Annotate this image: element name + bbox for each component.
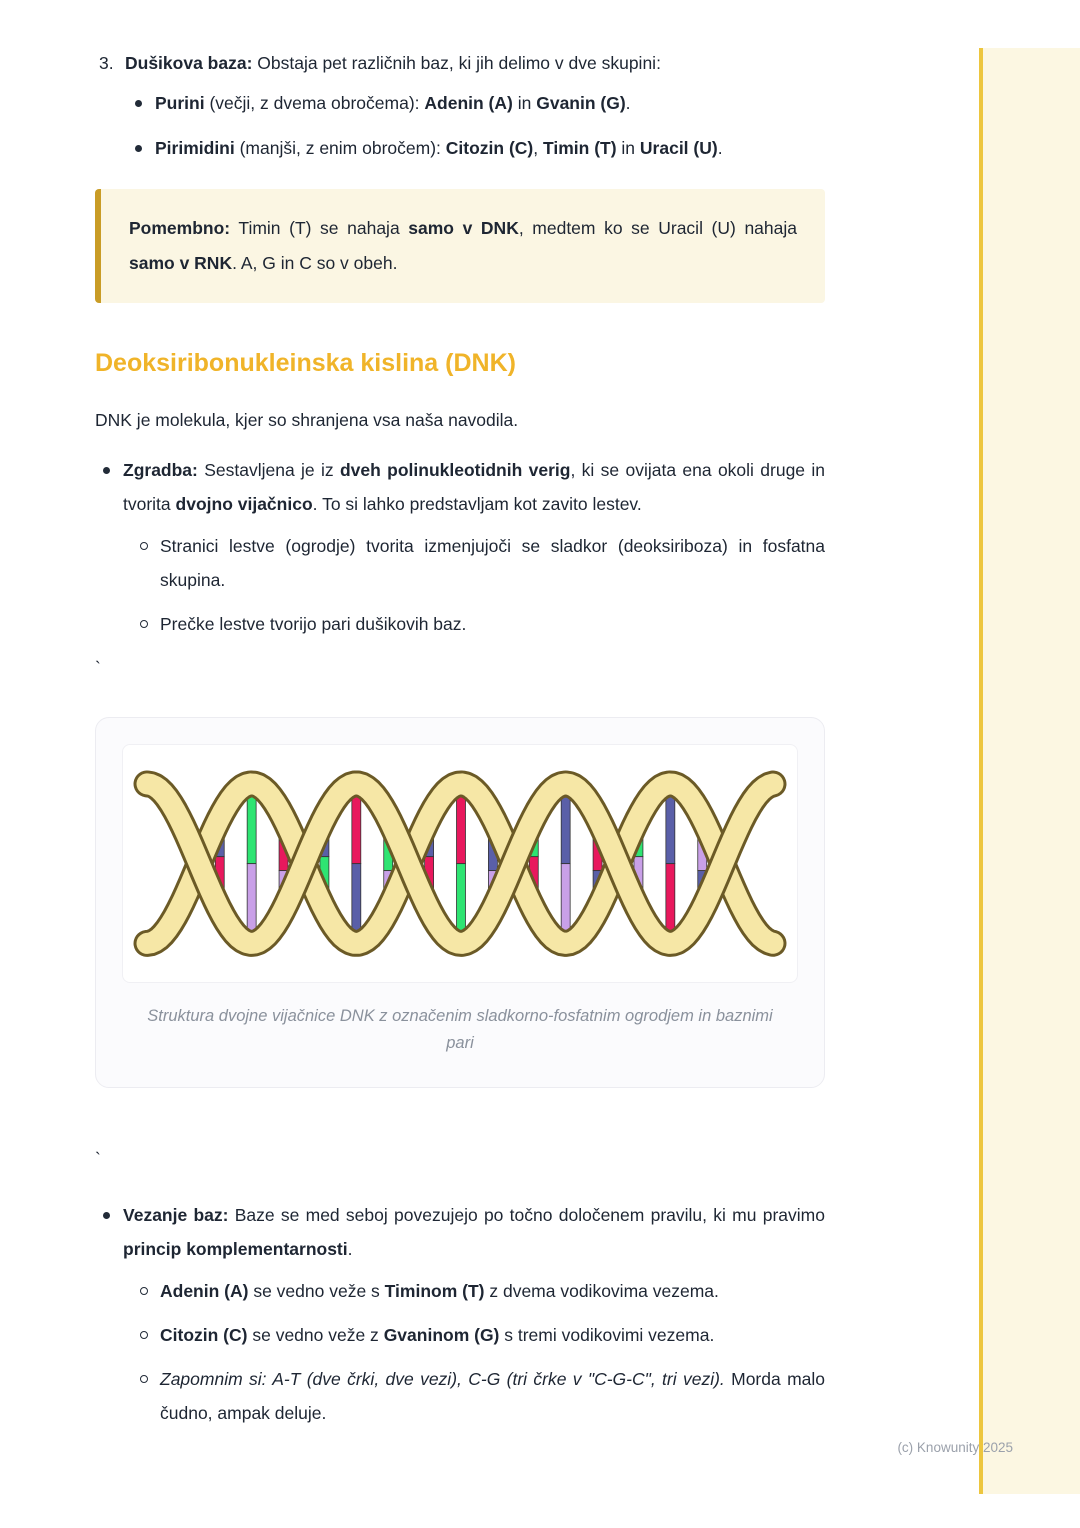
mnemonic-text: Zapomnim si: A-T (dve črki, dve vezi), C-G (tri črke v "C-G-C", tri vezi). Morda malo čudno, ampak deluje.	[160, 1369, 825, 1424]
bullet-icon	[135, 86, 155, 107]
callout-text: Pomembno: Timin (T) se nahaja samo v DNK, medtem ko se Uracil (U) nahaja samo v RNK. A, G in C so v obeh.	[129, 218, 797, 273]
figure-card	[95, 717, 825, 1088]
circle-bullet-icon	[140, 1318, 160, 1339]
list-item-zgradba	[103, 453, 825, 521]
bullet-icon	[103, 1198, 123, 1219]
list-item-precke	[140, 607, 825, 641]
list-item-ogrodje	[140, 529, 825, 597]
important-note-callout	[95, 189, 825, 303]
list-item-adenin-timin	[140, 1274, 825, 1308]
footer-credit: (c) Knowunity 2025	[897, 1440, 1013, 1455]
precke-text: Prečke lestve tvorijo pari dušikovih baz.	[160, 614, 467, 634]
dna-helix-svg	[131, 753, 789, 974]
circle-bullet-icon	[140, 1362, 160, 1383]
list-item-mnemonic	[140, 1362, 825, 1430]
citozin-gvanin-text: Citozin (C) se vedno veže z Gvaninom (G) s tremi vodikovimi vezema.	[160, 1325, 715, 1346]
figure-caption: Struktura dvojne vijačnice DNK z označenim sladkorno-fosfatnim ogrodjem in baznimi pari	[147, 1007, 773, 1053]
circle-bullet-icon	[140, 529, 160, 550]
numbered-item-dusikova-baza	[95, 46, 825, 80]
zgradba-text: Zgradba: Sestavljena je iz dveh polinukleotidnih verig, ki se ovijata ena okoli druge in tvorita dvojno vijačnico. To si lahko predstavljam kot zavito lestev.	[123, 460, 825, 514]
dusikova-baza-intro: Dušikova baza: Obstaja pet različnih baz, ki jih delimo v dve skupini:	[125, 53, 661, 73]
page-edge-strip	[979, 48, 1080, 1494]
circle-bullet-icon	[140, 1274, 160, 1295]
list-item-pirimidini	[135, 131, 825, 165]
pirimidini-text: Pirimidini (manjši, z enim obročem): Citozin (C), Timin (T) in Uracil (U).	[155, 138, 723, 158]
document-content	[95, 46, 825, 1440]
stray-backtick: `	[95, 658, 101, 678]
list-item-purini	[135, 86, 825, 120]
stray-backtick: `	[95, 1149, 101, 1170]
circle-bullet-icon	[140, 607, 160, 628]
list-item-citozin-gvanin	[140, 1318, 825, 1352]
dnk-intro-paragraph: DNK je molekula, kjer so shranjena vsa naša navodila.	[95, 410, 519, 430]
ogrodje-text: Stranici lestve (ogrodje) tvorita izmenjujoči se sladkor (deoksiriboza) in fosfatna skupina.	[160, 536, 825, 590]
purini-text: Purini (večji, z dvema obročema): Adenin (A) in Gvanin (G).	[155, 93, 631, 113]
section-heading-dnk: Deoksiribonukleinska kislina (DNK)	[95, 349, 516, 377]
bullet-icon	[103, 453, 123, 474]
list-number: 3.	[99, 53, 114, 73]
dna-helix-figure	[122, 744, 798, 983]
bullet-icon	[135, 131, 155, 152]
vezanje-text: Vezanje baz: Baze se med seboj povezujejo po točno določenem pravilu, ki mu pravimo princip komplementarnosti.	[123, 1205, 825, 1260]
adenin-timin-text: Adenin (A) se vedno veže s Timinom (T) z dvema vodikovima vezema.	[160, 1281, 719, 1302]
list-item-vezanje	[103, 1198, 825, 1266]
